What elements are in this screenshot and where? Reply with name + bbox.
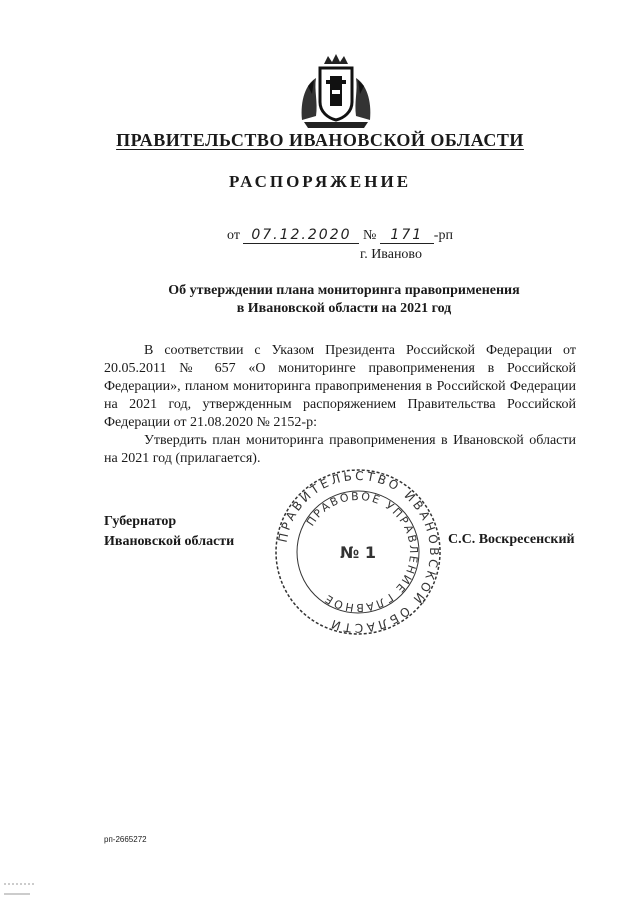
document-number: 171: [380, 227, 434, 244]
issue-date-number-line: [227, 227, 453, 244]
body-paragraph-1: В соответствии с Указом Президента Российской Федерации от 20.05.2011 № 657 «О мониторинге правоприменения в Российской Федерации», планом мониторинга правоприменения в Российской Федерации на 2021 год, утвержденным распоряжением Правительства Российской Федерации от 21.08.2020 № 2152-р:: [104, 343, 576, 430]
city-name: г. Иваново: [360, 247, 422, 262]
signer-title-line-2: Ивановской области: [104, 534, 235, 549]
number-prefix: №: [362, 228, 377, 243]
scan-corner-mark: [0, 880, 40, 900]
official-stamp: [272, 466, 444, 638]
signer-title: [104, 512, 234, 552]
document-code: рп-2665272: [104, 835, 147, 844]
document-type-heading: РАСПОРЯЖЕНИЕ: [228, 172, 412, 191]
date-prefix: от: [227, 228, 240, 243]
subject-line-2: в Ивановской области на 2021 год: [236, 301, 452, 316]
body-paragraph-2: Утвердить план мониторинга правоприменения в Ивановской области на 2021 год (прилагается).: [104, 433, 576, 466]
signer-title-line-1: Губернатор: [104, 514, 177, 529]
document-subject: [100, 282, 588, 318]
subject-line-1: Об утверждении плана мониторинга правоприменения: [168, 283, 520, 298]
stamp-outer-text: ПРАВИТЕЛЬСТВО ИВАНОВСКОЙ ОБЛАСТИ: [275, 468, 442, 636]
stamp-inner-text: ПРАВОВОЕ УПРАВЛЕНИЕ ГЛАВНОЕ: [303, 489, 421, 615]
document-body: [104, 342, 576, 468]
number-suffix: -рп: [433, 228, 453, 243]
coat-of-arms-emblem: [296, 50, 376, 130]
stamp-center-text: № 1: [340, 543, 376, 562]
signer-name: С.С. Воскресенский: [448, 532, 575, 547]
organization-title: ПРАВИТЕЛЬСТВО ИВАНОВСКОЙ ОБЛАСТИ: [116, 130, 524, 150]
issue-date: 07.12.2020: [243, 227, 359, 244]
